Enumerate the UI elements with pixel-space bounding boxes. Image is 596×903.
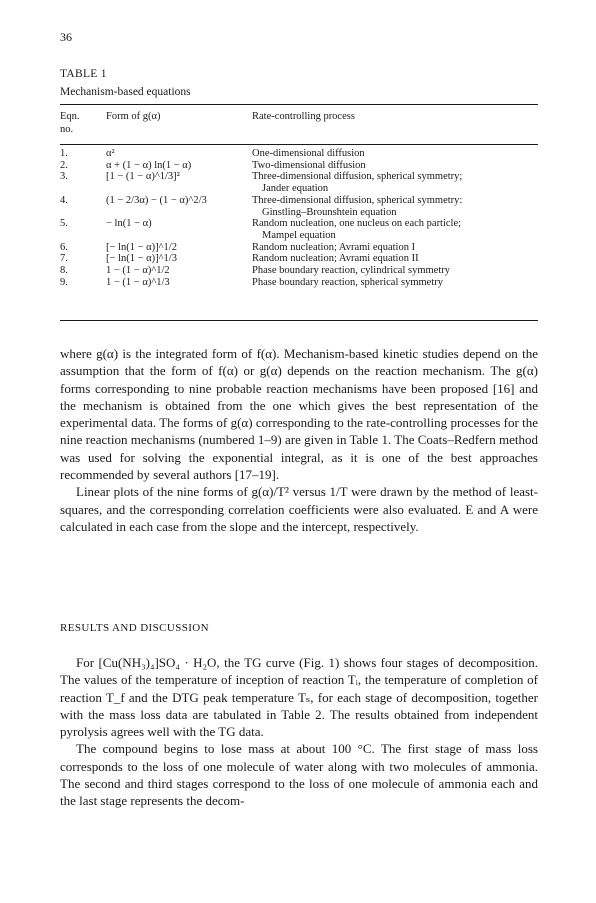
table-row [60, 277, 538, 289]
methods-text [60, 345, 538, 535]
table-top-rule [60, 104, 538, 105]
rate-process [252, 160, 538, 172]
eqn-number: 4. [60, 194, 68, 206]
table-row [60, 148, 538, 160]
eqn-number: 5. [60, 218, 68, 230]
g-alpha-form: 1 − (1 − α)^1/3 [106, 276, 170, 288]
paragraph: For [Cu(NH₃)₄]SO₄ · H₂O, the TG curve (Fig. 1) shows four stages of decomposition. The values of the temperature of inception of reaction Tᵢ, the temperature of completion of reaction T_f and the DTG peak temperature Tₛ, for each stage of decomposition, together with the mass loss data are tabulated in Table 2. The results obtained from independent pyrolysis agrees well with the TG data. [60, 655, 538, 740]
eqn-number: 3. [60, 171, 68, 183]
paragraph: where g(α) is the integrated form of f(α). Mechanism-based kinetic studies depend on the assumption that the form of f(α) or g(α) depends on the reaction mechanism. The g(α) forms corresponding to nine probable reaction mechanisms have been proposed [16] and the mechanism is obtained from the one which gives the best representation of the experimental data. The forms of g(α) corresponding to the rate-controlling processes for the nine reaction mechanisms (numbered 1–9) are given in Table 1. The Coats–Redfern method was used for solving the exponential integral, as it is one of the best approaches recommended by several authors [17–19]. [60, 346, 538, 483]
results-text [60, 654, 538, 810]
rate-process [252, 195, 538, 218]
eqn-number: 2. [60, 159, 68, 171]
table-row [60, 218, 538, 241]
rate-process-text: Phase boundary reaction, cylindrical symmetry [252, 265, 450, 277]
header-eqn-no: Eqn. no. [60, 111, 80, 135]
eqn-number: 7. [60, 253, 68, 265]
paragraph: The compound begins to lose mass at about 100 °C. The first stage of mass loss corresponds to the loss of one molecule of water along with two molecules of ammonia. The second and third stages correspond to the loss of one molecule of ammonia each and the last stage represents the decom- [60, 741, 538, 809]
rate-process-text: Random nucleation, one nucleus on each particle; [252, 218, 462, 230]
page-number: 36 [60, 30, 72, 44]
rate-process [252, 242, 538, 254]
table-row [60, 253, 538, 265]
header-rate-controlling-process: Rate-controlling process [252, 111, 355, 122]
rate-process-text: Random nucleation; Avrami equation II [252, 253, 419, 265]
g-alpha-form: [− ln(1 − α)]^1/2 [106, 241, 177, 253]
eqn-number: 6. [60, 241, 68, 253]
rate-process [252, 171, 538, 194]
table-row [60, 171, 538, 194]
rate-process-text: Three-dimensional diffusion, spherical symmetry: [252, 194, 463, 206]
rate-process-text: Random nucleation; Avrami equation I [252, 241, 416, 253]
rate-process-text: One-dimensional diffusion [252, 148, 365, 159]
table-header-rule [60, 144, 538, 145]
g-alpha-form: [1 − (1 − α)^1/3]² [106, 171, 180, 183]
eqn-number: 1. [60, 148, 68, 159]
rate-process-text: Phase boundary reaction, spherical symmetry [252, 276, 443, 288]
table-bottom-rule [60, 320, 538, 321]
table-row [60, 242, 538, 254]
g-alpha-form: (1 − 2/3α) − (1 − α)^2/3 [106, 194, 207, 206]
g-alpha-form: α² [106, 148, 115, 159]
rate-process [252, 265, 538, 277]
rate-process [252, 277, 538, 289]
rate-process-text: Two-dimensional diffusion [252, 159, 366, 171]
table-row [60, 265, 538, 277]
rate-process [252, 253, 538, 265]
rate-process-text: Three-dimensional diffusion, spherical symmetry; [252, 171, 463, 183]
table-row [60, 160, 538, 172]
table-caption: Mechanism-based equations [60, 86, 191, 98]
g-alpha-form: [− ln(1 − α)]^1/3 [106, 253, 177, 265]
g-alpha-form: α + (1 − α) ln(1 − α) [106, 159, 192, 171]
rate-process-continuation: Jander equation [262, 183, 329, 195]
rate-process-continuation: Mampel equation [262, 229, 336, 241]
rate-process-continuation: Ginstling–Brounshtein equation [262, 206, 397, 218]
header-form-of-g: Form of g(α) [106, 111, 161, 122]
paragraph: Linear plots of the nine forms of g(α)/T² versus 1/T were drawn by the method of least-squares, and the corresponding correlation coefficients were also evaluated. E and A were calculated in each case from the slope and the intercept, respectively. [60, 484, 538, 534]
section-heading: RESULTS AND DISCUSSION [60, 622, 209, 634]
eqn-number: 9. [60, 276, 68, 288]
table-row [60, 195, 538, 218]
g-alpha-form: 1 − (1 − α)^1/2 [106, 265, 170, 277]
g-alpha-form: − ln(1 − α) [106, 218, 152, 230]
rate-process [252, 148, 538, 160]
rate-process [252, 218, 538, 241]
mechanism-table-body [60, 148, 538, 288]
table-title: TABLE 1 [60, 68, 107, 80]
eqn-number: 8. [60, 265, 68, 277]
